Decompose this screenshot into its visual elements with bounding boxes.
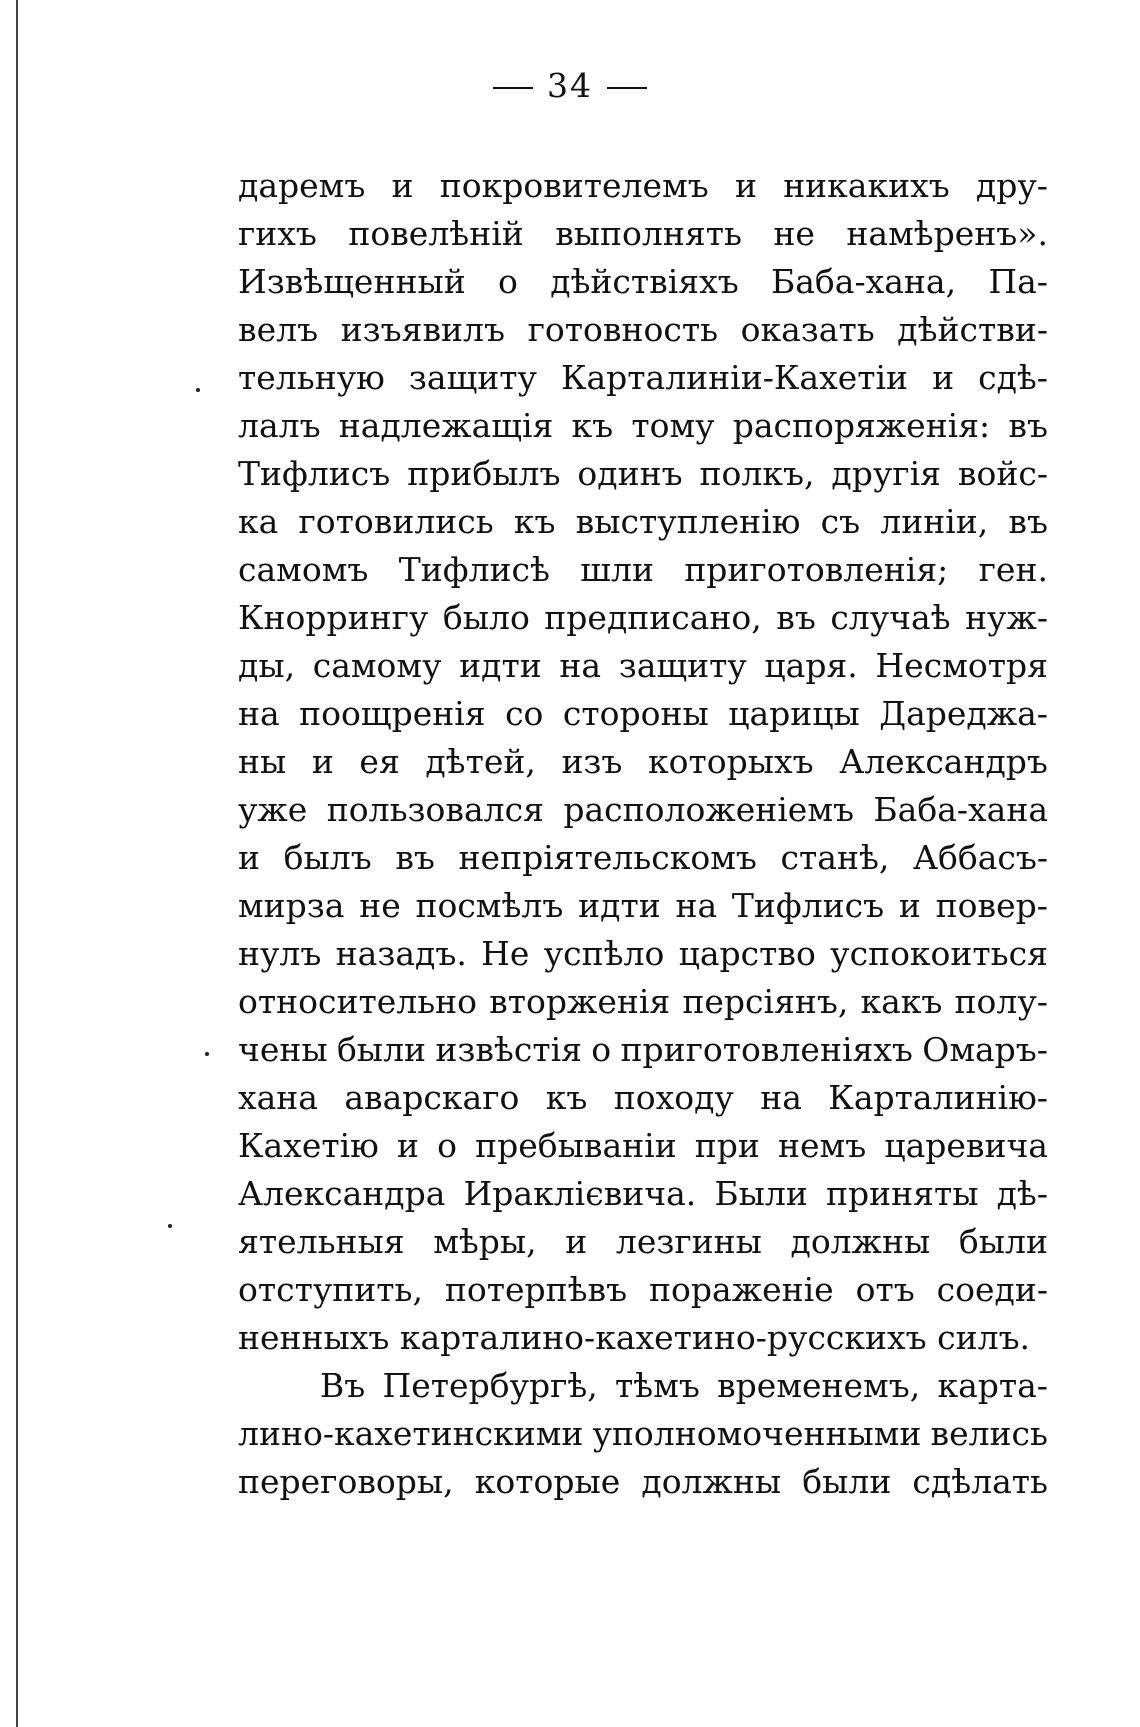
paragraph-2	[238, 1362, 1048, 1506]
text-line: переговоры, которые должны были сдѣлать	[238, 1462, 1048, 1501]
text-line: самомъ Тифлисѣ шли приготовленія; ген.	[238, 550, 1048, 589]
text-line: Кноррингу было предписано, въ случаѣ нуж-	[238, 598, 1048, 637]
text-line: чены были извѣстія о приготовленіяхъ Омаръ-	[238, 1030, 1048, 1069]
page-number-value: 34	[547, 66, 593, 105]
text-line: отступить, потерпѣвъ пораженіе отъ соеди-	[238, 1270, 1048, 1309]
text-line: Въ Петербургѣ, тѣмъ временемъ, карта-	[320, 1366, 1048, 1405]
dash-right	[607, 87, 647, 89]
text-line: ятельныя мѣры, и лезгины должны были	[238, 1222, 1048, 1261]
scan-speck	[205, 1052, 209, 1056]
text-line: Кахетію и о пребываніи при немъ царевича	[238, 1126, 1048, 1165]
text-line: даремъ и покровителемъ и никакихъ дру-	[238, 166, 1048, 205]
dash-left	[493, 87, 533, 89]
text-line: на поощренія со стороны царицы Дареджа-	[238, 694, 1048, 733]
text-line: гихъ повелѣній выполнять не намѣренъ».	[238, 214, 1048, 253]
body-text	[238, 162, 1048, 1506]
text-line: Тифлисъ прибылъ одинъ полкъ, другія войс-	[238, 454, 1048, 493]
text-line: нулъ назадъ. Не успѣло царство успокоиться	[238, 934, 1048, 973]
text-line: уже пользовался расположеніемъ Баба-хана	[238, 790, 1048, 829]
text-line: тельную защиту Карталиніи-Кахетіи и сдѣ-	[238, 358, 1048, 397]
text-line: ды, самому идти на защиту царя. Несмотря	[238, 646, 1048, 685]
text-line: Извѣщенный о дѣйствіяхъ Баба-хана, Па-	[238, 262, 1048, 301]
text-line: ка готовились къ выступленію съ линіи, въ	[238, 502, 1048, 541]
scan-speck	[168, 1224, 172, 1228]
scan-speck	[196, 388, 200, 392]
page-number	[0, 66, 1140, 106]
text-line: относительно вторженія персіянъ, какъ полу-	[238, 982, 1048, 1021]
text-line: лалъ надлежащія къ тому распоряженія: въ	[238, 406, 1048, 445]
text-line: хана аварскаго къ походу на Карталинію-	[238, 1078, 1048, 1117]
text-line: велъ изъявилъ готовность оказать дѣйстви-	[238, 310, 1048, 349]
text-line: лино-кахетинскими уполномоченными велись	[238, 1414, 1048, 1453]
paragraph-1	[238, 162, 1048, 1362]
scan-border-line	[16, 0, 18, 1727]
text-line: мирза не посмѣлъ идти на Тифлисъ и повер-	[238, 886, 1048, 925]
text-line: Александра Ираклієвича. Были приняты дѣ-	[238, 1174, 1048, 1213]
text-line: и былъ въ непріятельскомъ станѣ, Аббасъ-	[238, 838, 1048, 877]
text-line: ненныхъ карталино-кахетино-русскихъ силъ.	[238, 1318, 1031, 1357]
text-line: ны и ея дѣтей, изъ которыхъ Александръ	[238, 742, 1048, 781]
